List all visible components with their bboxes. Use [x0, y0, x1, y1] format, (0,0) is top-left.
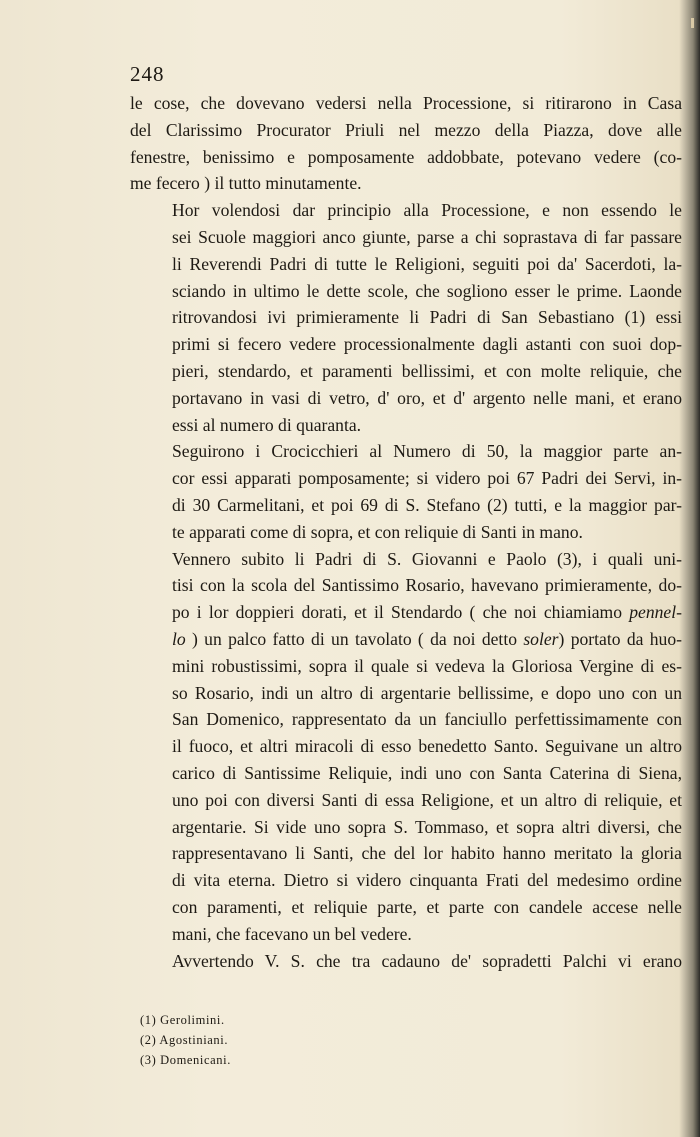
text-line: uno poi con diversi Santi di essa Religione, et un altro di reliquie, et: [172, 789, 682, 810]
text-line: il fuoco, et altri miracoli di esso benedetto Santo. Seguivane un altro: [172, 736, 682, 757]
text-line: con paramenti, et reliquie parte, et parte con candele accese nelle: [172, 896, 682, 917]
paragraph: [130, 197, 682, 438]
text-line: pieri, stendardo, et paramenti bellissimi, et con molte reliquie, che: [172, 360, 682, 381]
paragraph: [130, 948, 682, 975]
paragraph: [130, 438, 682, 545]
text-line: te apparati come di sopra, et con reliquie di Santi in mano.: [172, 521, 583, 542]
text-line: di 30 Carmelitani, et poi 69 di S. Stefano (2) tutti, e la maggior par-: [172, 494, 682, 515]
text-line: Hor volendosi dar principio alla Processione, e non essendo le: [172, 200, 682, 221]
body-text: [130, 90, 682, 974]
text-line: me fecero ) il tutto minutamente.: [130, 173, 362, 194]
text-line: primi si fecero vedere processionalmente dagli astanti con suoi dop-: [172, 334, 682, 355]
text-line: Seguirono i Crocicchieri al Numero di 50, la maggior parte an-: [172, 441, 682, 462]
text-line: lo ) un palco fatto di un tavolato ( da noi detto soler) portato da huo-: [172, 628, 683, 649]
text-line: so Rosario, indi un altro di argentarie bellissime, e dopo uno con un: [172, 682, 682, 703]
text-line: ritrovandosi ivi primieramente li Padri di San Sebastiano (1) essi: [172, 307, 682, 328]
footnote: (2) Agostiniani.: [140, 1033, 229, 1047]
text-line: carico di Santissime Reliquie, indi uno con Santa Caterina di Siena,: [172, 762, 682, 783]
page-edge-mark: [691, 18, 694, 28]
text-line: di vita eterna. Dietro si videro cinquanta Frati del medesimo ordine: [172, 870, 682, 891]
text-line: cor essi apparati pomposamente; si videro poi 67 Padri dei Servi, in-: [172, 468, 682, 489]
text-line: del Clarissimo Procurator Priuli nel mezzo della Piazza, dove alle: [130, 119, 682, 140]
text-line: Vennero subito li Padri di S. Giovanni e Paolo (3), i quali uni-: [172, 548, 682, 569]
footnotes: [140, 1010, 231, 1070]
text-line: Avvertendo V. S. che tra cadauno de' sopradetti Palchi vi erano: [172, 950, 682, 971]
text-line: le cose, che dovevano vedersi nella Processione, si ritirarono in Casa: [130, 93, 682, 113]
text-line: mini robustissimi, sopra il quale si vedeva la Gloriosa Vergine di es-: [172, 655, 682, 676]
text-line: argentarie. Si vide uno sopra S. Tommaso, et sopra altri diversi, che: [172, 816, 682, 837]
page-number: 248: [130, 62, 165, 86]
text-line: po i lor doppieri dorati, et il Stendardo ( che noi chiamiamo pennel-: [172, 602, 682, 623]
text-line: fenestre, benissimo e pomposamente addobbate, potevano vedere (co-: [130, 146, 682, 167]
text-line: San Domenico, rappresentato da un fanciullo perfettissimamente con: [172, 709, 682, 730]
text-line: li Reverendi Padri di tutte le Religioni, seguiti poi da' Sacerdoti, la-: [172, 253, 682, 274]
text-line: mani, che facevano un bel vedere.: [172, 923, 412, 944]
text-line: sciando in ultimo le dette scole, che sogliono esser le prime. Laonde: [172, 280, 682, 301]
footnote: (3) Domenicani.: [140, 1053, 231, 1067]
paragraph: [130, 90, 682, 197]
text-line: essi al numero di quaranta.: [172, 414, 362, 435]
text-line: sei Scuole maggiori anco giunte, parse a chi soprastava di far passare: [172, 226, 682, 247]
text-line: tisi con la scola del Santissimo Rosario, havevano primieramente, do-: [172, 575, 682, 596]
text-line: rappresentavano li Santi, che del lor habito hanno meritato la gloria: [172, 843, 682, 864]
text-line: portavano in vasi di vetro, d' oro, et d' argento nelle mani, et erano: [172, 387, 682, 408]
footnote: (1) Gerolimini.: [140, 1013, 225, 1027]
paragraph: [130, 546, 682, 948]
